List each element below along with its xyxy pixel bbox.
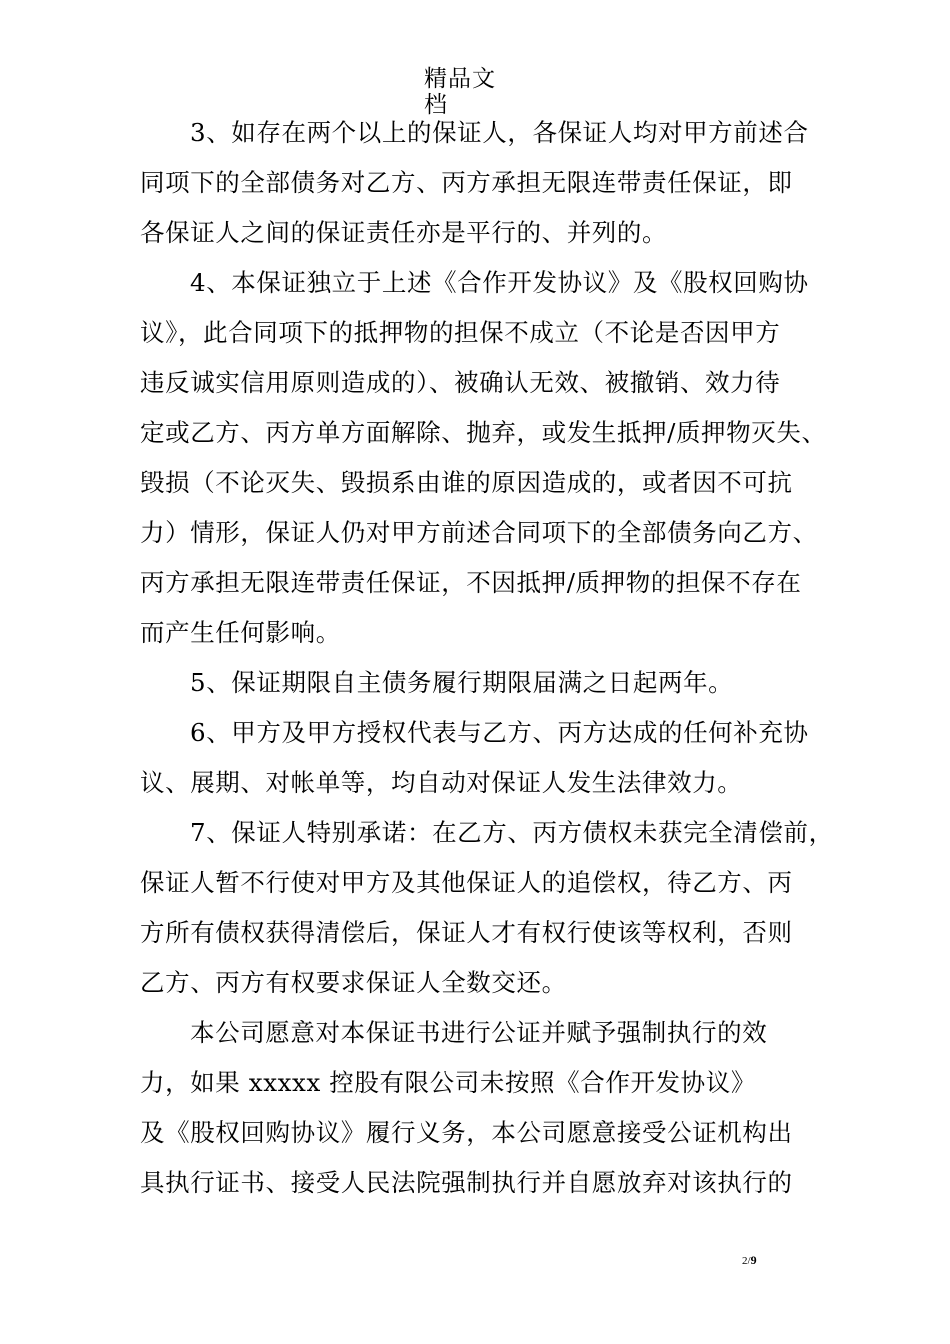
body-line: 本公司愿意对本保证书进行公证并赋予强制执行的效 — [190, 1018, 768, 1047]
body-line: 丙方承担无限连带责任保证，不因抵押/质押物的担保不存在 — [140, 568, 802, 597]
body-line: 同项下的全部债务对乙方、丙方承担无限连带责任保证，即 — [140, 168, 793, 197]
page-number — [742, 1253, 757, 1268]
body-line: 各保证人之间的保证责任亦是平行的、并列的。 — [140, 218, 668, 247]
body-line: 力，如果 xxxxx 控股有限公司未按照《合作开发协议》 — [140, 1068, 756, 1097]
body-line: 及《股权回购协议》履行义务，本公司愿意接受公证机构出 — [140, 1118, 793, 1147]
body-line: 力）情形，保证人仍对甲方前述合同项下的全部债务向乙方、 — [140, 518, 818, 547]
body-line: 乙方、丙方有权要求保证人全数交还。 — [140, 968, 567, 997]
page-header-title: 精品文档 — [424, 66, 496, 118]
body-line: 而产生任何影响。 — [140, 618, 341, 647]
body-line: 议、展期、对帐单等，均自动对保证人发生法律效力。 — [140, 768, 743, 797]
body-line: 毁损（不论灭失、毁损系由谁的原因造成的，或者因不可抗 — [140, 468, 793, 497]
body-line: 3、如存在两个以上的保证人，各保证人均对甲方前述合 — [190, 118, 809, 147]
body-line: 5、保证期限自主债务履行期限届满之日起两年。 — [190, 668, 734, 697]
body-line: 具执行证书、接受人民法院强制执行并自愿放弃对该执行的 — [140, 1168, 793, 1197]
body-line: 6、甲方及甲方授权代表与乙方、丙方达成的任何补充协 — [190, 718, 809, 747]
page-number-current: 2/ — [742, 1255, 751, 1267]
body-line: 7、保证人特别承诺：在乙方、丙方债权未获完全清偿前， — [190, 818, 834, 847]
body-line: 4、本保证独立于上述《合作开发协议》及《股权回购协 — [190, 268, 809, 297]
body-line: 议》，此合同项下的抵押物的担保不成立（不论是否因甲方 — [140, 318, 781, 347]
body-line: 违反诚实信用原则造成的）、被确认无效、被撤销、效力待 — [140, 368, 781, 397]
body-line: 保证人暂不行使对甲方及其他保证人的追偿权，待乙方、丙 — [140, 868, 793, 897]
page-number-total: 9 — [750, 1253, 757, 1267]
body-line: 方所有债权获得清偿后，保证人才有权行使该等权利，否则 — [140, 918, 793, 947]
body-line: 定或乙方、丙方单方面解除、抛弃，或发生抵押/质押物灭失、 — [140, 418, 827, 447]
